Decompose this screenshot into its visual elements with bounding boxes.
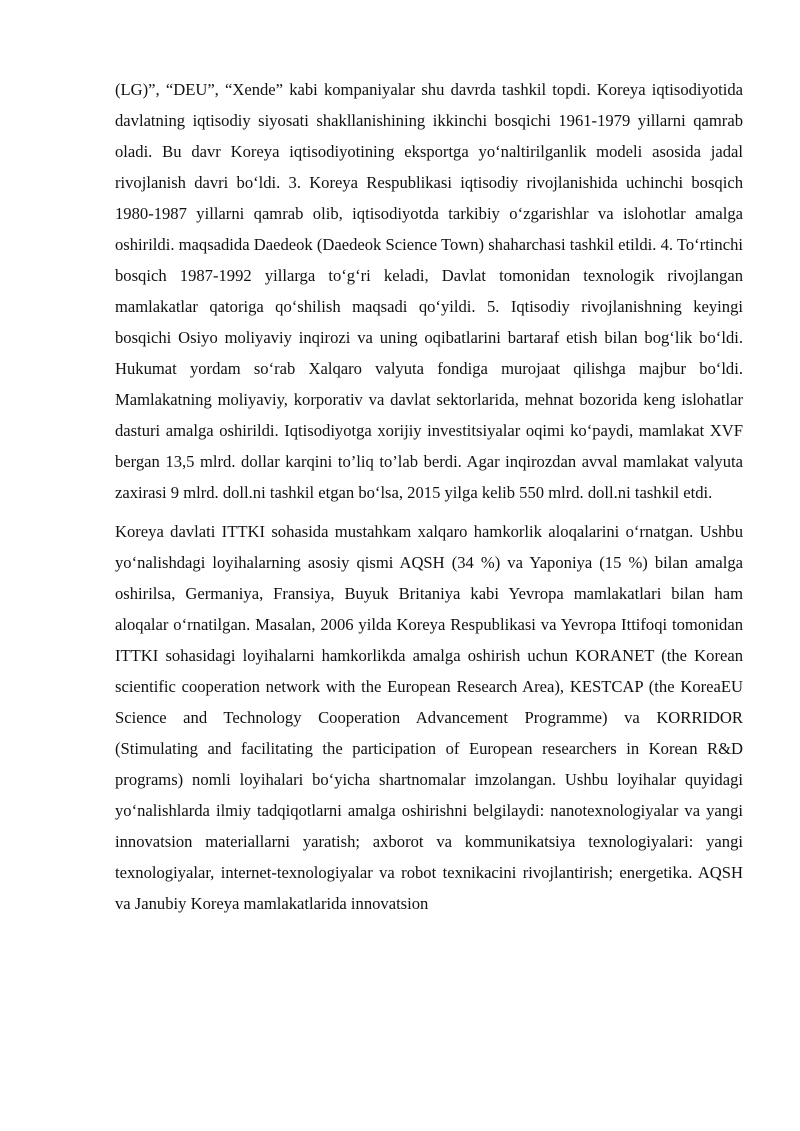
paragraph-economic-stages: (LG)”, “DEU”, “Xende” kabi kompaniyalar shu davrda tashkil topdi. Koreya iqtisodiyotida davlatning iqtisodiy siyosati shakllanishining ikkinchi bosqichi 1961-1979 yillarni qamrab oladi. Bu davr Koreya iqtisodiyotining eksportga yo‘naltirilganlik modeli asosida jadal rivojlanish davri bo‘ldi. 3. Koreya Respublikasi iqtisodiy rivojlanishida uchinchi bosqich 1980-1987 yillarni qamrab olib, iqtisodiyotda tarkibiy o‘zgarishlar va islohotlar amalga oshirildi. maqsadida Daedeok (Daedeok Science Town) shaharchasi tashkil etildi. 4. To‘rtinchi bosqich 1987-1992 yillarga to‘g‘ri keladi, Davlat tomonidan texnologik rivojlangan mamlakatlar qatoriga qo‘shilish maqsadi qo‘yildi. 5. Iqtisodiy rivojlanishning keyingi bosqichi Osiyo moliyaviy inqirozi va uning oqibatlarini bartaraf etish bilan bog‘lik bo‘ldi. Hukumat yordam so‘rab Xalqaro valyuta fondiga murojaat qilishga majbur bo‘ldi. Mamlakatning moliyaviy, korporativ va davlat sektorlarida, mehnat bozorida keng islohatlar dasturi amalga oshirildi. Iqtisodiyotga xorijiy investitsiyalar oqimi ko‘paydi, mamlakat XVF bergan 13,5 mlrd. dollar karqini to’liq to’lab berdi. Agar inqirozdan avval mamlakat valyuta zaxirasi 9 mlrd. doll.ni tashkil etgan bo‘lsa, 2015 yilga kelib 550 mlrd. doll.ni tashkil etdi.: [115, 80, 743, 502]
paragraph-international-cooperation: Koreya davlati ITTKI sohasida mustahkam xalqaro hamkorlik aloqalarini o‘rnatgan. Ushbu yo‘nalishdagi loyihalarning asosiy qismi AQSH (34 %) va Yaponiya (15 %) bilan amalga oshirilsa, Germaniya, Fransiya, Buyuk Britaniya kabi Yevropa mamlakatlari bilan ham aloqalar o‘rnatilgan. Masalan, 2006 yilda Koreya Respublikasi va Yevropa Ittifoqi tomonidan ITTKI sohasidagi loyihalarni hamkorlikda amalga oshirish uchun KORANET (the Korean scientific cooperation network with the European Research Area), KESTCAP (the KoreaEU Science and Technology Cooperation Advancement Programme) va KORRIDOR (Stimulating and facilitating the participation of European researchers in Korean R&D programs) nomli loyihalari bo‘yicha shartnomalar imzolangan. Ushbu loyihalar quyidagi yo‘nalishlarda ilmiy tadqiqotlarni amalga oshirishni belgilaydi: nanotexnologiyalar va yangi innovatsion materiallarni yaratish; axborot va kommunikatsiya texnologiyalari: yangi texnologiyalar, internet-texnologiyalar va robot texnikacini rivojlantirish; energetika. AQSH va Janubiy Koreya mamlakatlarida innovatsion: [115, 522, 743, 913]
document-page: [115, 74, 743, 919]
